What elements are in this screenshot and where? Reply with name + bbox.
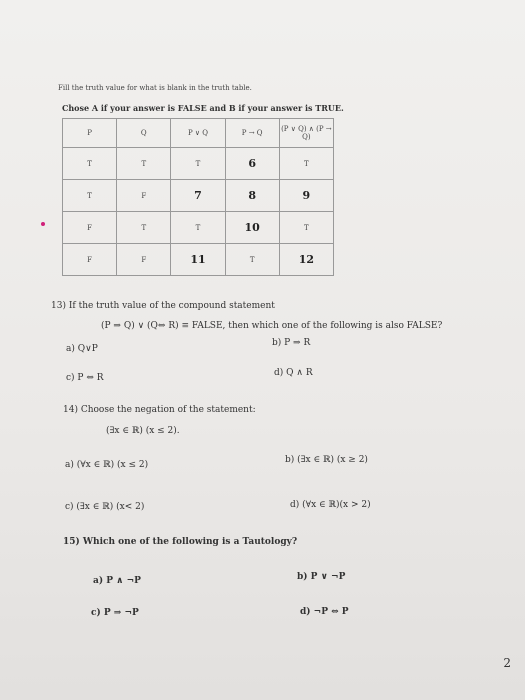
q15-option-a[interactable]: a) P ∧ ¬P	[93, 576, 141, 586]
blank-number-cell: 10	[225, 212, 279, 244]
blank-number-cell: 11	[171, 244, 225, 276]
table-cell: T	[63, 148, 117, 180]
table-row	[63, 212, 334, 244]
q15-option-d[interactable]: d) ¬P ⇔ P	[300, 607, 349, 617]
q14-option-b[interactable]: b) (∃x ∈ ℝ) (x ≥ 2)	[285, 455, 368, 465]
blank-number-cell: 7	[171, 180, 225, 212]
bullet-mark	[41, 222, 45, 226]
q15-option-c[interactable]: c) P ⇒ ¬P	[91, 608, 139, 618]
q13-option-b[interactable]: b) P ⇒ R	[272, 338, 311, 348]
blank-number-cell: 6	[225, 148, 279, 180]
q13-option-c[interactable]: c) P ⇔ R	[66, 373, 104, 383]
q15-option-b[interactable]: b) P ∨ ¬P	[297, 572, 346, 582]
header-cell: Q	[117, 119, 171, 148]
instruction-line-1: Fill the truth value for what is blank in the truth table.	[58, 84, 252, 92]
q13-expression: (P ⇒ Q) ∨ (Q⇔ R) ≡ FALSE, then which one of the following is also FALSE?	[101, 321, 443, 331]
q13-option-d[interactable]: d) Q ∧ R	[274, 368, 313, 378]
table-cell: F	[63, 244, 117, 276]
table-cell: T	[279, 148, 333, 180]
blank-number-cell: 12	[279, 244, 333, 276]
q13-option-a[interactable]: a) Q∨P	[66, 344, 98, 354]
table-cell: T	[171, 148, 225, 180]
blank-number-cell: 8	[225, 180, 279, 212]
q14-stem: 14) Choose the negation of the statement:	[63, 405, 256, 415]
q14-option-d[interactable]: d) (∀x ∈ ℝ)(x > 2)	[290, 500, 371, 510]
instruction-line-2: Chose A if your answer is FALSE and B if your answer is TRUE.	[62, 103, 344, 113]
header-cell: P → Q	[225, 119, 279, 148]
q14-expression: (∃x ∈ ℝ) (x ≤ 2).	[106, 426, 180, 436]
q15-stem: 15) Which one of the following is a Tautology?	[63, 537, 298, 547]
q14-option-a[interactable]: a) (∀x ∈ ℝ) (x ≤ 2)	[65, 460, 149, 470]
table-cell: T	[63, 180, 117, 212]
header-cell: P ∨ Q	[171, 119, 225, 148]
q14-option-c[interactable]: c) (∃x ∈ ℝ) (x< 2)	[65, 502, 145, 512]
table-row	[63, 244, 334, 276]
blank-number-cell: 9	[279, 180, 333, 212]
page-number: 2	[503, 656, 511, 670]
header-cell: (P ∨ Q) ∧ (P → Q)	[279, 119, 333, 148]
table-cell: T	[171, 212, 225, 244]
header-cell: P	[63, 119, 117, 148]
table-cell: T	[225, 244, 279, 276]
table-cell: T	[279, 212, 333, 244]
truth-table-header-row	[63, 119, 334, 148]
table-cell: F	[63, 212, 117, 244]
table-cell: F	[117, 180, 171, 212]
q13-stem: 13) If the truth value of the compound statement	[51, 301, 275, 311]
table-cell: T	[117, 212, 171, 244]
truth-table	[62, 118, 334, 276]
table-cell: F	[117, 244, 171, 276]
table-cell: T	[117, 148, 171, 180]
table-row	[63, 180, 334, 212]
table-row	[63, 148, 334, 180]
